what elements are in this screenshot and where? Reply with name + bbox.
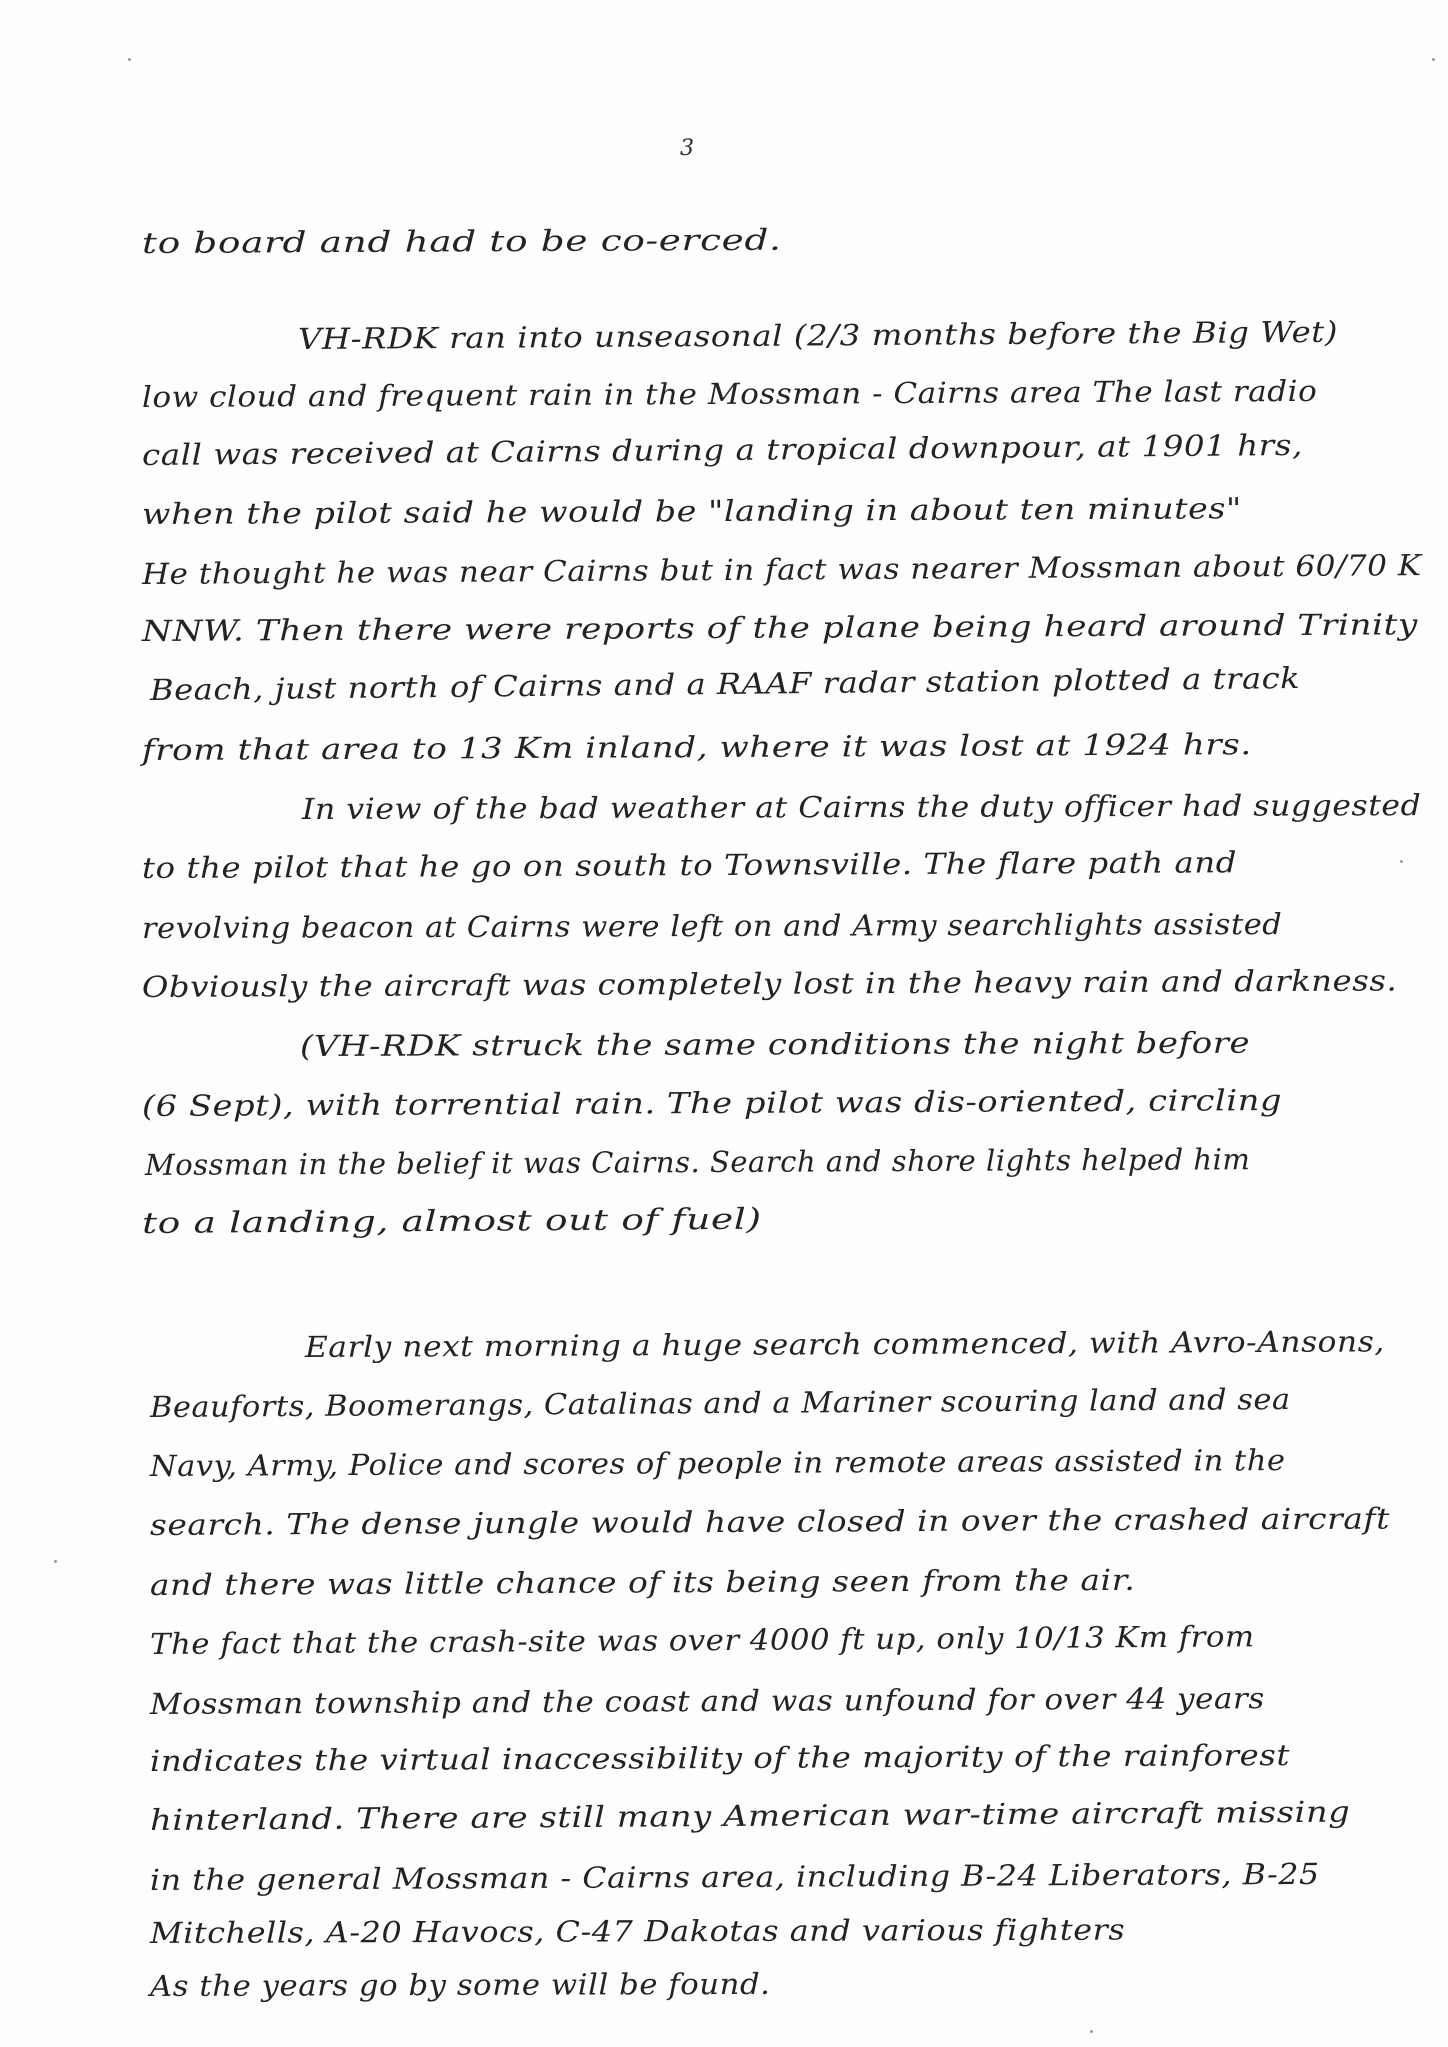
text-line: Navy, Army, Police and scores of people in remote areas assisted in the xyxy=(149,1443,1286,1483)
text-line: call was received at Cairns during a tropical downpour, at 1901 hrs, xyxy=(141,427,1304,472)
text-line: He thought he was near Cairns but in fact was nearer Mossman about 60/70 K xyxy=(141,548,1422,591)
text-line: revolving beacon at Cairns were left on and Army searchlights assisted xyxy=(141,907,1283,945)
text-line: Beach, just north of Cairns and a RAAF radar station plotted a track xyxy=(149,660,1301,707)
scan-speck xyxy=(1400,860,1403,863)
text-line: and there was little chance of its being seen from the air. xyxy=(149,1562,1136,1602)
page-number: 3 xyxy=(680,136,694,161)
text-line: search. The dense jungle would have closed in over the crashed aircraft xyxy=(149,1501,1391,1542)
text-line: Obviously the aircraft was completely lost in the heavy rain and darkness. xyxy=(141,963,1398,1004)
text-line: VH-RDK ran into unseasonal (2/3 months before the Big Wet) xyxy=(297,314,1339,356)
text-line: Mossman township and the coast and was unfound for over 44 years xyxy=(149,1681,1265,1721)
scan-speck xyxy=(54,1560,57,1563)
text-line: Early next morning a huge search commenced, with Avro-Ansons, xyxy=(304,1324,1385,1364)
text-line: (VH-RDK struck the same conditions the night before xyxy=(299,1025,1251,1063)
text-line: (6 Sept), with torrential rain. The pilot was dis-oriented, circling xyxy=(141,1083,1283,1123)
text-line: The fact that the crash-site was over 4000 ft up, only 10/13 Km from xyxy=(149,1619,1255,1661)
text-line: to a landing, almost out of fuel) xyxy=(141,1201,762,1240)
scan-speck xyxy=(128,58,131,61)
text-line: Beauforts, Boomerangs, Catalinas and a Mariner scouring land and sea xyxy=(149,1382,1291,1424)
text-line: Mitchells, A-20 Havocs, C-47 Dakotas and various fighters xyxy=(149,1912,1126,1950)
text-line: from that area to 13 Km inland, where it was lost at 1924 hrs. xyxy=(141,727,1252,767)
text-line: when the pilot said he would be "landing in about ten minutes" xyxy=(141,491,1242,531)
text-line: NNW. Then there were reports of the plane being heard around Trinity xyxy=(141,607,1419,648)
text-line: to board and had to be co-erced. xyxy=(141,222,782,260)
text-line: in the general Mossman - Cairns area, including B-24 Liberators, B-25 xyxy=(149,1856,1320,1897)
text-line: As the years go by some will be found. xyxy=(149,1966,771,2003)
scan-speck xyxy=(1432,58,1435,61)
text-line: In view of the bad weather at Cairns the duty officer had suggested xyxy=(301,788,1422,826)
text-line: to the pilot that he go on south to Townsville. The flare path and xyxy=(141,845,1238,885)
scan-speck xyxy=(1090,2030,1093,2033)
text-line: hinterland. There are still many American war-time aircraft missing xyxy=(149,1794,1351,1837)
text-line: indicates the virtual inaccessibility of the majority of the rainforest xyxy=(149,1738,1291,1778)
text-line: low cloud and frequent rain in the Mossman - Cairns area The last radio xyxy=(141,373,1318,414)
text-line: Mossman in the belief it was Cairns. Search and shore lights helped him xyxy=(144,1142,1251,1182)
